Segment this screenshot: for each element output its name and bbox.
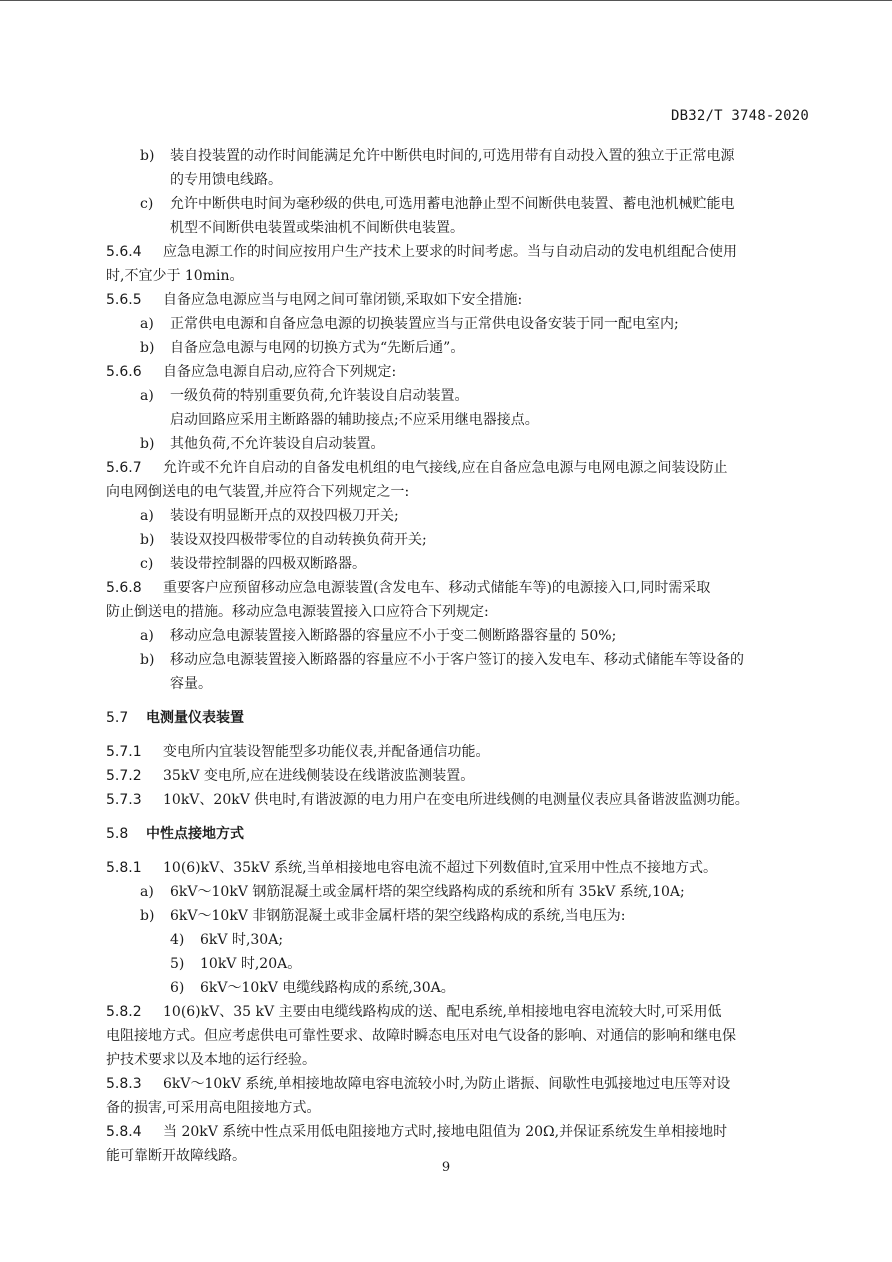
item-marker: b) [140,652,155,668]
item-text: 装设带控制器的四极双断路器。 [170,556,366,572]
clause-text: 自备应急电源应当与电网之间可靠闭锁,采取如下安全措施: [163,292,523,308]
list-item [106,504,810,528]
continuation-text: 能可靠断开故障线路。 [106,1148,246,1164]
item-text: 装设双投四极带零位的自动转换负荷开关; [170,532,427,548]
clause-text: 35kV 变电所,应在进线侧装设在线谐波监测装置。 [163,768,475,784]
document-body [106,144,810,1168]
clause-5-7-2 [106,764,810,788]
item-marker: 4) [170,932,185,948]
clause-text: 变电所内宜装设智能型多功能仪表,并配备通信功能。 [163,744,490,760]
continuation-text: 备的损害,可采用高电阻接地方式。 [106,1100,321,1116]
item-marker: c) [140,556,154,572]
clause-text: 应急电源工作的时间应按用户生产技术上要求的时间考虑。当与自动启动的发电机组配合使用 [163,244,737,260]
clause-number: 5.6.5 [106,292,142,308]
list-item [106,648,810,672]
clause-number: 5.7.2 [106,768,142,784]
clause-5-7-1 [106,740,810,764]
list-item [106,528,810,552]
item-marker: c) [140,196,154,212]
clause-number: 5.7.3 [106,792,142,808]
item-marker: b) [140,908,155,924]
item-marker: 6) [170,980,185,996]
clause-number: 5.6.7 [106,460,142,476]
clause-number: 5.8.2 [106,1004,142,1020]
item-marker: b) [140,340,155,356]
continuation-text: 电阻接地方式。但应考虑供电可靠性要求、故障时瞬态电压对电气设备的影响、对通信的影响和继电保 [106,1028,736,1044]
list-item [106,384,810,408]
sub-list-item [106,928,810,952]
item-marker: a) [140,316,154,332]
item-text: 6kV～10kV 电缆线路构成的系统,30A。 [200,980,455,996]
clause-text: 自备应急电源自启动,应符合下列规定: [163,364,397,380]
item-marker: a) [140,884,154,900]
section-heading-5-7 [106,706,810,730]
clause-number: 5.7.1 [106,744,142,760]
clause-text: 允许或不允许自启动的自备发电机组的电气接线,应在自备应急电源与电网电源之间装设防止 [163,460,728,476]
item-text: 正常供电电源和自备应急电源的切换装置应当与正常供电设备安装于同一配电室内; [170,316,679,332]
clause-5-6-7 [106,456,810,480]
item-marker: a) [140,508,154,524]
item-text: 其他负荷,不允许装设自启动装置。 [170,436,385,452]
item-text: 6kV～10kV 非钢筋混凝土或非金属杆塔的架空线路构成的系统,当电压为: [170,908,626,924]
list-item [106,880,810,904]
list-item [106,336,810,360]
item-text: 6kV 时,30A; [200,932,284,948]
clause-text: 10(6)kV、35kV 系统,当单相接地电容电流不超过下列数值时,宜采用中性点不接地方式。 [163,860,717,876]
clause-5-8-3 [106,1072,810,1096]
section-number: 5.8 [106,826,129,842]
clause-5-6-5 [106,288,810,312]
clause-text: 重要客户应预留移动应急电源装置(含发电车、移动式储能车等)的电源接入口,同时需采取 [163,580,711,596]
section-number: 5.7 [106,710,129,726]
continuation-text: 防止倒送电的措施。移动应急电源装置接入口应符合下列规定: [106,604,489,620]
sub-list-item [106,976,810,1000]
section-title: 中性点接地方式 [146,826,244,842]
continuation-text: 容量。 [170,676,212,692]
item-text: 允许中断供电时间为毫秒级的供电,可选用蓄电池静止型不间断供电装置、蓄电池机械贮能电 [170,196,735,212]
clause-number: 5.6.4 [106,244,142,260]
clause-number: 5.8.1 [106,860,142,876]
continuation-text: 的专用馈电线路。 [170,172,282,188]
clause-5-8-1 [106,856,810,880]
clause-text: 10(6)kV、35 kV 主要由电缆线路构成的送、配电系统,单相接地电容电流较大时,可采用低 [163,1004,722,1020]
continuation-text: 机型不间断供电装置或柴油机不间断供电装置。 [170,220,464,236]
section-title: 电测量仪表装置 [146,710,244,726]
clause-5-8-4 [106,1120,810,1144]
list-item [106,904,810,928]
top-border-line [0,0,892,1]
clause-5-6-6 [106,360,810,384]
clause-number: 5.6.8 [106,580,142,596]
item-text: 自备应急电源与电网的切换方式为“先断后通”。 [170,340,465,356]
item-marker: 5) [170,956,185,972]
page-number: 9 [441,1160,451,1175]
item-text: 装设有明显断开点的双投四极刀开关; [170,508,399,524]
continuation-text: 向电网倒送电的电气装置,并应符合下列规定之一: [106,484,410,500]
clause-5-7-3 [106,788,810,812]
item-marker: b) [140,436,155,452]
item-text: 10kV 时,20A。 [200,956,302,972]
item-text: 移动应急电源装置接入断路器的容量应不小于变二侧断路器容量的 50%; [170,628,617,644]
item-text: 装自投装置的动作时间能满足允许中断供电时间的,可选用带有自动投入置的独立于正常电源 [170,148,735,164]
continuation-text: 时,不宜少于 10min。 [106,268,244,284]
clause-number: 5.6.6 [106,364,142,380]
clause-text: 10kV、20kV 供电时,有谐波源的电力用户在变电所进线侧的电测量仪表应具备谐波监测功能。 [163,792,749,808]
continuation-text: 护技术要求以及本地的运行经验。 [106,1052,316,1068]
list-item [106,552,810,576]
sub-list-item [106,952,810,976]
item-text: 一级负荷的特别重要负荷,允许装设自启动装置。 [170,388,469,404]
list-item [106,144,810,168]
list-item [106,432,810,456]
standard-number: DB32/T 3748-2020 [670,108,809,124]
clause-5-8-2 [106,1000,810,1024]
clause-number: 5.8.3 [106,1076,142,1092]
list-item [106,312,810,336]
list-item [106,624,810,648]
clause-number: 5.8.4 [106,1124,142,1140]
item-text: 移动应急电源装置接入断路器的容量应不小于客户签订的接入发电车、移动式储能车等设备的 [170,652,744,668]
item-marker: a) [140,388,154,404]
item-marker: b) [140,148,155,164]
clause-5-6-4 [106,240,810,264]
item-marker: a) [140,628,154,644]
list-item [106,192,810,216]
item-marker: b) [140,532,155,548]
clause-5-6-8 [106,576,810,600]
clause-text: 当 20kV 系统中性点采用低电阻接地方式时,接地电阻值为 20Ω,并保证系统发生单相接地时 [163,1124,728,1140]
clause-text: 6kV～10kV 系统,单相接地故障电容电流较小时,为防止谐振、间歇性电弧接地过电压等对设 [163,1076,731,1092]
item-text: 6kV～10kV 钢筋混凝土或金属杆塔的架空线路构成的系统和所有 35kV 系统,10A; [170,884,685,900]
section-heading-5-8 [106,822,810,846]
continuation-text: 启动回路应采用主断路器的辅助接点;不应采用继电器接点。 [170,412,539,428]
